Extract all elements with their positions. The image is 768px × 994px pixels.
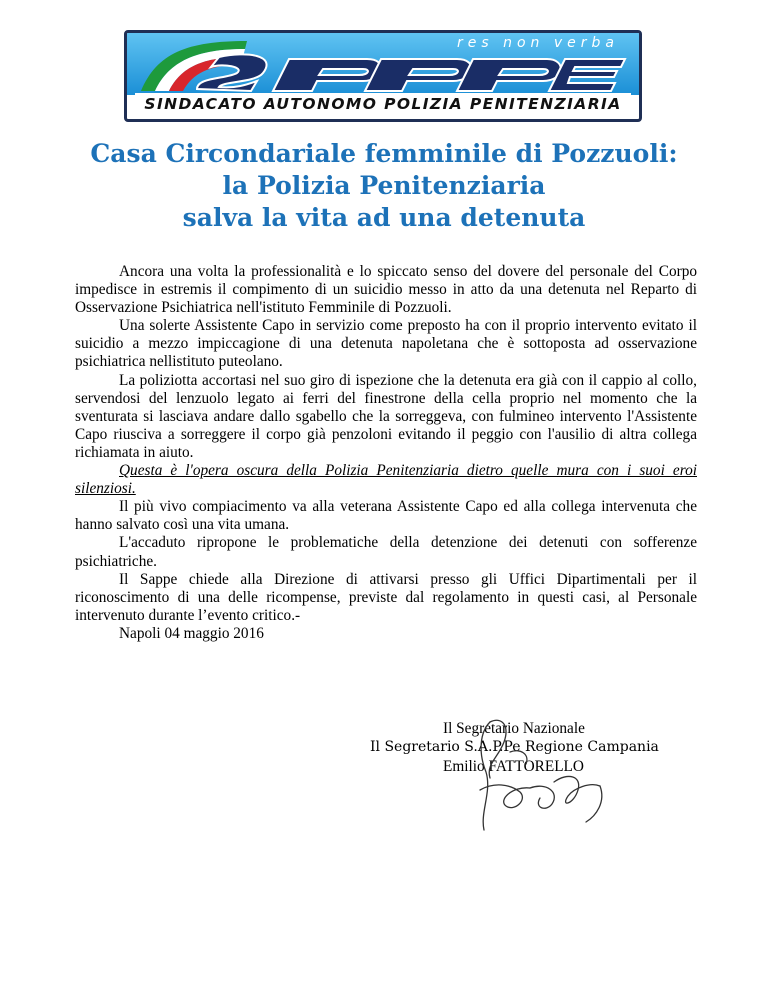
logo-subtitle: SINDACATO AUTONOMO POLIZIA PENITENZIARIA <box>135 93 631 115</box>
paragraph-1: Ancora una volta la professionalità e lo spiccato senso del dovere del personale del Corpo impedisce in estremis il compimento di un suicidio messo in atto da una detenuta nel Reparto di Osservazione Psichiatrica nell'istituto Femminile di Pozzuoli. <box>75 263 697 317</box>
article-body <box>75 263 697 643</box>
logo-motto: res non verba <box>457 35 619 51</box>
paragraph-6: L'accaduto ripropone le problematiche della detenzione dei detenuti con sofferenze psichiatriche. <box>75 534 697 570</box>
signature-name: Emilio FATTORELLO <box>443 758 584 775</box>
paragraph-2: Una solerte Assistente Capo in servizio come preposto ha con il proprio intervento evitato il suicidio a mezzo impiccagione di una detenuta napoletana che è sottoposta ad osservazione psichiatrica nellistituto puteolano. <box>75 317 697 371</box>
handwritten-signature <box>450 712 620 837</box>
headline-line-3: salva la vita ad una detenuta <box>182 203 586 232</box>
headline-line-2: la Polizia Penitenziaria <box>222 171 546 200</box>
signature-role: Il Segretario S.A.P.Pe Regione Campania <box>370 739 659 755</box>
paragraph-7: Il Sappe chiede alla Direzione di attivarsi presso gli Uffici Dipartimentali per il riconoscimento di una delle ricompense, previste dal regolamento in questi casi, al Personale intervenuto durante l’evento critico.- <box>75 570 697 624</box>
paragraph-3: La poliziotta accortasi nel suo giro di ispezione che la detenuta era già con il cappio al collo, servendosi del lenzuolo legato ai ferri del finestrone della cella proprio nel momento che la sventurata si lasciava andare dallo sgabello che la sorreggeva, con fulmineo intervento l'Assistente Capo riusciva a sorreggere il corpo già penzoloni evitando il peggio con l'ausilio di altra collega richiamata in aiuto. <box>75 371 697 461</box>
signature-title: Il Segretario Nazionale <box>443 720 585 737</box>
headline <box>0 138 768 234</box>
sappe-logo <box>124 30 642 122</box>
paragraph-5: Il più vivo compiacimento va alla veterana Assistente Capo ed alla collega intervenuta che hanno salvato così una vita umana. <box>75 498 697 534</box>
paragraph-4-emphasis: Questa è l'opera oscura della Polizia Penitenziaria dietro quelle mura con i suoi eroi silenziosi. <box>75 462 697 498</box>
headline-line-1: Casa Circondariale femminile di Pozzuoli: <box>90 139 678 168</box>
date-line: Napoli 04 maggio 2016 <box>119 624 264 642</box>
